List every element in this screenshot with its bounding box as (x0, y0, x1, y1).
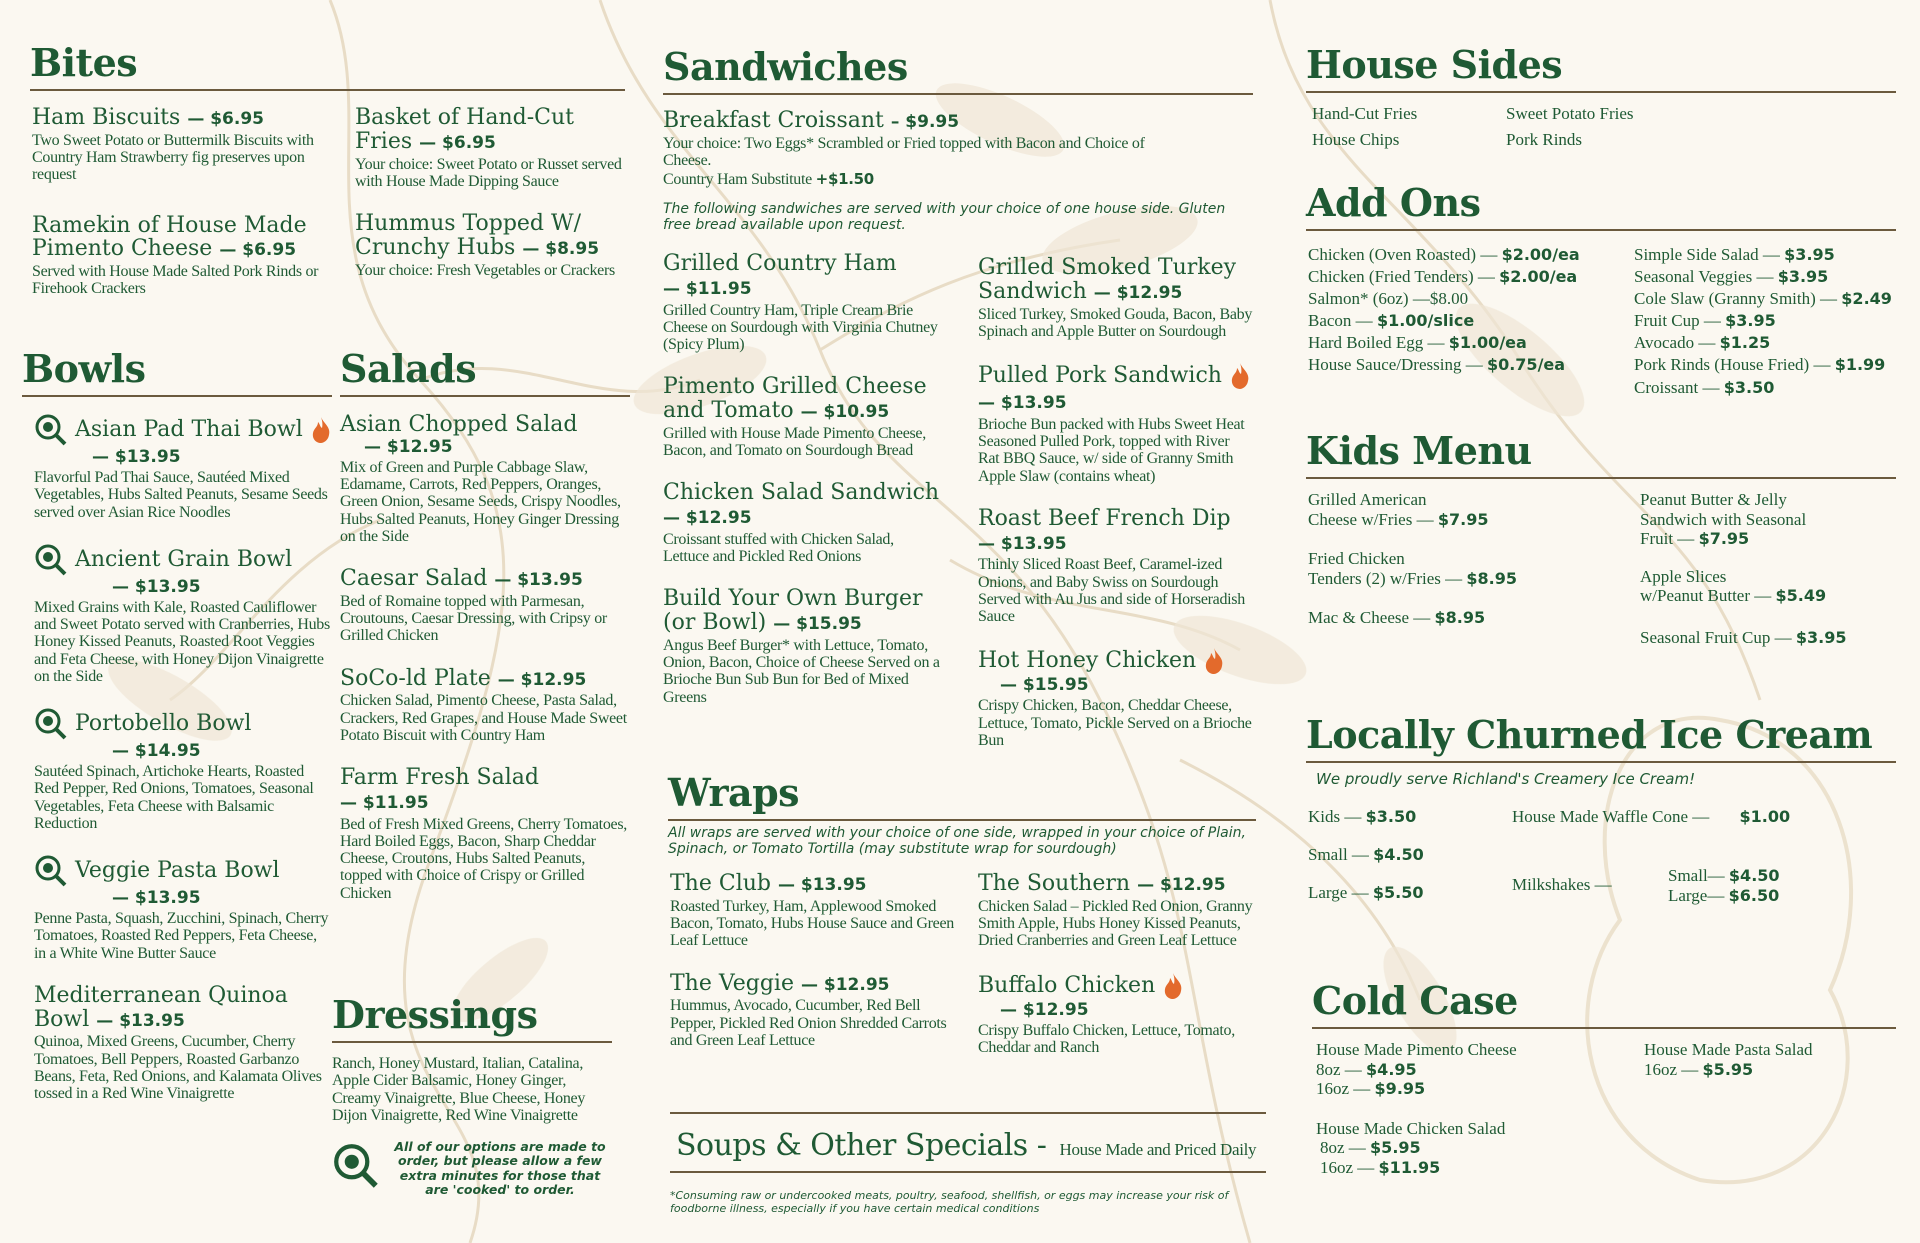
kids-menu-section (1306, 428, 1896, 479)
item-description: Flavorful Pad Thai Sauce, Sautéed Mixed Vegetables, Hubs Salted Peanuts, Sesame Seeds served over Asian Rice Noodles (34, 469, 328, 521)
menu-item-pad-thai-bowl (22, 413, 332, 521)
waffle-cone-price: $1.00 (1739, 807, 1791, 826)
cold-case-item-name: House Made Chicken Salad (1316, 1118, 1506, 1138)
menu-item-asian-chopped-salad (340, 413, 630, 545)
wraps-note: All wraps are served with your choice of one side, wrapped in your choice of Plain, Spinach, or Tomato Tortilla (may substitute wrap for sourdough) (668, 825, 1246, 858)
item-description: Your choice: Two Eggs* Scrambled or Fried topped with Bacon and Choice of Cheese. (663, 134, 1145, 170)
item-price: — $13.95 (92, 447, 181, 467)
addon-price: $1.25 (1719, 333, 1771, 353)
item-description: Mixed Grains with Kale, Roasted Cauliflower and Sweet Potato served with Cranberries, Hubs Honey Kissed Peanuts, Roasted Root Veggies and Feta Cheese, with Honey Dijon Vinaigrette on the Side (34, 598, 330, 685)
cold-case-item-name: House Made Pasta Salad (1644, 1040, 1813, 1059)
cold-case-col-right (1644, 1040, 1904, 1079)
ice-cream-section (1306, 712, 1896, 788)
dressings-list: Ranch, Honey Mustard, Italian, Catalina, Apple Cider Balsamic, Honey Ginger, Creamy Vinaigrette, Blue Cheese, Honey Dijon Vinaigrette, Red Wine Vinaigrette (332, 1055, 586, 1124)
kids-item (1308, 490, 1628, 529)
addon-price: $3.95 (1725, 311, 1776, 331)
menu-item-ancient-grain-bowl (22, 543, 332, 685)
magnifier-clover-icon (332, 1140, 380, 1192)
magnifier-clover-icon (34, 707, 68, 741)
ice-cream-size (1308, 882, 1498, 904)
cold-case-heading: Cold Case (1312, 978, 1896, 1029)
ice-cream-note: We proudly serve Richland's Creamery Ice Cream! (1316, 770, 1696, 788)
item-name: Grilled Country Ham (663, 251, 897, 276)
menu-item-grilled-smoked-turkey (978, 256, 1253, 340)
addon-line (1308, 332, 1628, 354)
milkshake-size: Large— (1668, 886, 1725, 906)
item-name: Farm Fresh Salad (340, 765, 539, 791)
addon-label: House Sauce/Dressing — (1308, 355, 1483, 375)
item-description: Served with House Made Salted Pork Rinds or Firehook Crackers (32, 263, 319, 298)
addon-line (1308, 310, 1628, 332)
item-description: Thinly Sliced Roast Beef, Caramel-ized Onions, and Baby Swiss on Sourdough Served with Au Jus and side of Horseradish Sauce (978, 556, 1245, 626)
size-price: $4.50 (1373, 845, 1424, 865)
addon-label: Cole Slaw (Granny Smith) — (1634, 289, 1838, 309)
item-name: Ramekin of House Made Pimento Cheese (32, 212, 307, 262)
wraps-heading: Wraps (668, 770, 1256, 821)
item-price: — $15.95 (1000, 675, 1089, 696)
item-price: — $13.95 (494, 570, 583, 591)
substitute-price: +$1.50 (815, 170, 874, 189)
kids-item-price: $3.95 (1795, 627, 1847, 647)
item-price: — $11.95 (340, 792, 429, 813)
item-price: — $10.95 (800, 402, 890, 423)
item-price: — $13.95 (777, 875, 867, 895)
size-price: $11.95 (1378, 1157, 1441, 1177)
size-label: 16oz — (1320, 1157, 1375, 1177)
menu-item-hummus (355, 212, 635, 279)
milkshakes-label: Milkshakes — (1512, 875, 1612, 895)
item-name: Asian Pad Thai Bowl (75, 417, 303, 442)
kids-item-name-2: w/Peanut Butter — (1640, 586, 1772, 606)
size-label: 16oz — (1644, 1059, 1699, 1079)
item-description: Grilled Country Ham, Triple Cream Brie Cheese on Sourdough with Virginia Chutney (Spicy Plum) (663, 301, 938, 354)
menu-item-soco-ld-plate (340, 667, 630, 745)
wraps-section (668, 770, 1256, 857)
item-price: — $6.95 (219, 240, 297, 261)
kids-item-name-2: Cheese w/Fries — (1308, 509, 1434, 529)
addon-line (1308, 288, 1628, 310)
item-description: Chicken Salad, Pimento Cheese, Pasta Salad, Crackers, Red Grapes, and House Made Sweet Potato Biscuit with Country Ham (340, 692, 627, 744)
item-price: — $12.95 (1000, 999, 1089, 1020)
item-price: — $8.95 (522, 238, 600, 259)
item-name: Ham Biscuits (32, 105, 181, 130)
add-ons-section (1306, 180, 1896, 231)
item-description: Sautéed Spinach, Artichoke Hearts, Roasted Red Pepper, Red Onions, Tomatoes, Seasonal Vegetables, Feta Cheese with Balsamic Reduction (34, 763, 314, 832)
bowls-section (22, 346, 332, 1125)
dressings-section (332, 992, 612, 1198)
item-price: — $12.95 (1137, 875, 1226, 895)
item-name: Buffalo Chicken (978, 972, 1156, 998)
milkshake-size: Small— (1668, 866, 1725, 886)
addon-label: Seasonal Veggies — (1634, 267, 1774, 287)
kids-item-name: Mac & Cheese — (1308, 608, 1431, 628)
addon-price: $1.00/ea (1448, 333, 1527, 353)
item-name: The Veggie (670, 970, 794, 996)
foodborne-disclaimer: *Consuming raw or undercooked meats, poultry, seafood, shellfish, or eggs may increase your risk of foodborne illness, especially if you have certain medical conditions (670, 1189, 1229, 1215)
addon-line (1308, 244, 1628, 266)
menu-item-pimento-ramekin (32, 214, 332, 298)
menu-item-portobello-bowl (22, 707, 332, 832)
kids-item (1308, 549, 1628, 588)
ice-cream-size (1308, 806, 1498, 828)
cold-case-col-left (1316, 1040, 1626, 1177)
item-name: Veggie Pasta Bowl (75, 858, 280, 884)
order-note-text: All of our options are made to order, but please allow a few extra minutes for those that are 'cooked' to order. (394, 1139, 606, 1198)
item-description: Penne Pasta, Squash, Zucchini, Spinach, Cherry Tomatoes, Roasted Red Peppers, Feta Cheese, in a White Wine Butter Sauce (34, 910, 329, 962)
item-name: Caesar Salad (340, 566, 488, 592)
kids-item-price: $5.49 (1775, 586, 1827, 606)
substitute-label: Country Ham Substitute (663, 171, 812, 189)
item-price: — $13.95 (96, 1010, 185, 1031)
addon-label: Chicken (Oven Roasted) — (1308, 245, 1498, 264)
kids-item (1640, 490, 1910, 549)
ice-cream-heading: Locally Churned Ice Cream (1306, 712, 1896, 763)
item-price: — $12.95 (497, 669, 587, 690)
addon-label: Chicken (Fried Tenders) — (1308, 267, 1495, 287)
menu-item-pulled-pork (978, 362, 1253, 485)
kids-col-right (1640, 490, 1910, 647)
list-item: House Chips (1312, 130, 1400, 150)
addon-price: $2.00/ea (1499, 267, 1578, 287)
bites-heading: Bites (30, 40, 625, 91)
item-price: — $15.95 (773, 614, 862, 635)
flame-icon (310, 416, 332, 444)
addon-label: Simple Side Salad — (1634, 245, 1780, 264)
item-description: Crispy Chicken, Bacon, Cheddar Cheese, Lettuce, Tomato, Pickle Served on a Brioche Bun (978, 697, 1252, 749)
waffle-cone-line (1512, 806, 1912, 828)
addon-line (1634, 310, 1910, 332)
item-name: Pimento Grilled Cheese and Tomato (663, 374, 927, 424)
magnifier-clover-icon (34, 543, 68, 577)
sandwiches-heading: Sandwiches (663, 44, 1253, 95)
addon-price: $3.95 (1777, 267, 1829, 287)
item-name: The Southern (978, 871, 1131, 896)
flame-icon (1229, 362, 1251, 390)
size-label: 8oz — (1320, 1138, 1366, 1158)
size-price: $5.50 (1372, 883, 1424, 903)
kids-item-price: $7.95 (1698, 529, 1750, 549)
item-description: Your choice: Sweet Potato or Russet served with House Made Dipping Sauce (355, 155, 622, 190)
addon-price: $0.75/ea (1486, 355, 1566, 375)
flame-icon (1162, 972, 1184, 1000)
kids-item (1640, 567, 1910, 606)
menu-item-build-your-own-burger (663, 587, 943, 706)
addon-line (1634, 288, 1910, 310)
item-name: The Club (670, 871, 771, 896)
item-name: Build Your Own Burger (or Bowl) (663, 586, 923, 636)
size-price: $5.95 (1370, 1138, 1421, 1158)
dressings-heading: Dressings (332, 992, 612, 1043)
milkshake-price: $6.50 (1728, 886, 1780, 906)
size-label: Kids — (1308, 807, 1362, 826)
house-sides-heading: House Sides (1306, 42, 1896, 93)
salads-section (340, 346, 630, 924)
item-description: Chicken Salad – Pickled Red Onion, Granny Smith Apple, Hubs Honey Kissed Peanuts, Dried Cranberries and Green Leaf Lettuce (978, 897, 1253, 950)
magnifier-clover-icon (34, 854, 68, 888)
bites-section (30, 40, 625, 91)
menu-item-farm-fresh-salad (340, 766, 630, 902)
size-label: 8oz — (1316, 1059, 1362, 1079)
milkshakes-line (1512, 866, 1912, 907)
addon-line (1308, 266, 1628, 288)
menu-item-hand-cut-fries (355, 106, 635, 190)
item-description: Brioche Bun packed with Hubs Sweet Heat Seasoned Pulled Pork, topped with River Rat BBQ Sauce, w/ side of Granny Smith Apple Slaw (contains wheat) (978, 415, 1245, 485)
kids-item-price: $7.95 (1437, 509, 1489, 529)
sandwiches-col-right (978, 256, 1253, 771)
kids-item (1308, 608, 1628, 628)
sandwich-side-note: The following sandwiches are served with your choice of one house side. Gluten free bread available upon request. (663, 200, 1226, 233)
addon-line (1634, 377, 1910, 399)
addon-line (1634, 244, 1910, 266)
kids-item-name-3: Fruit — (1640, 529, 1695, 549)
kids-item-name: Peanut Butter & Jelly (1640, 490, 1787, 509)
addon-label: Salmon* (6oz) —$8.00 (1308, 289, 1469, 309)
addon-label: Avocado — (1634, 333, 1716, 353)
menu-item-ham-biscuits (32, 106, 332, 184)
item-description: Grilled with House Made Pimento Cheese, Bacon, and Tomato on Sourdough Bread (663, 424, 926, 460)
addon-label: Hard Boiled Egg — (1308, 333, 1445, 353)
item-name: Breakfast Croissant (663, 108, 884, 133)
size-price: $3.50 (1365, 807, 1417, 826)
kids-item-name: Seasonal Fruit Cup — (1640, 627, 1792, 647)
milkshake-price: $4.50 (1728, 866, 1780, 886)
sandwiches-col-left (663, 252, 943, 728)
addon-label: Fruit Cup — (1634, 311, 1721, 331)
ice-cream-size (1308, 844, 1498, 866)
addon-line (1634, 266, 1910, 288)
menu-item-veggie-pasta-bowl (22, 854, 332, 962)
item-price: — $13.95 (112, 888, 201, 909)
size-price: $9.95 (1374, 1079, 1426, 1099)
item-description: Bed of Romaine topped with Parmesan, Croutouns, Caesar Dressing, with Cripsy or Grilled Chicken (340, 592, 607, 645)
cold-case-item-name: House Made Pimento Cheese (1316, 1040, 1517, 1059)
item-description: Angus Beef Burger* with Lettuce, Tomato, Onion, Bacon, Choice of Cheese Served on a Brioche Bun Sub Bun for Bed of Mixed Greens (663, 636, 940, 706)
menu-item-buffalo-chicken (978, 972, 1256, 1057)
addon-line (1634, 332, 1910, 354)
kids-item (1640, 628, 1910, 648)
waffle-cone-label: House Made Waffle Cone — (1512, 807, 1710, 826)
item-description: Mix of Green and Purple Cabbage Slaw, Edamame, Carrots, Red Peppers, Oranges, Green Onion, Sesame Seeds, Crispy Noodles, Hubs Salted Peanuts, Honey Ginger Dressing on the Side (340, 458, 621, 545)
bowls-heading: Bowls (22, 346, 332, 397)
item-name: Hot Honey Chicken (978, 648, 1197, 674)
addon-line (1308, 354, 1628, 376)
add-ons-heading: Add Ons (1306, 180, 1896, 231)
item-name: Basket of Hand-Cut Fries (355, 105, 574, 154)
size-label: Large — (1308, 883, 1369, 903)
menu-item-quinoa-bowl (22, 984, 332, 1103)
menu-item-the-club (670, 872, 955, 950)
menu-item-grilled-country-ham (663, 252, 943, 353)
item-price: — $12.95 (364, 436, 453, 457)
wraps-col-right (978, 872, 1256, 1078)
addon-price: $1.99 (1834, 355, 1886, 375)
add-ons-col-right (1634, 244, 1910, 399)
kids-item-name: Apple Slices (1640, 566, 1727, 586)
menu-item-the-southern (978, 872, 1256, 950)
salads-heading: Salads (340, 346, 630, 397)
item-name: Portobello Bowl (75, 711, 252, 737)
ice-cream-sizes (1308, 806, 1498, 904)
item-price: — $13.95 (112, 576, 201, 597)
item-price: — $13.95 (978, 393, 1067, 414)
soups-heading: Soups & Other Specials - (676, 1128, 1047, 1163)
house-sides-section (1306, 42, 1896, 151)
item-name: Grilled Smoked Turkey Sandwich (978, 255, 1237, 304)
house-sides-list (1312, 103, 1896, 151)
item-description: Bed of Fresh Mixed Greens, Cherry Tomatoes, Hard Boiled Eggs, Bacon, Sharp Cheddar Cheese, Croutons, Hubs Salted Peanuts, topped with Choice of Crispy or Grilled Chicken (340, 815, 627, 902)
item-description: Sliced Turkey, Smoked Gouda, Bacon, Baby Spinach and Apple Butter on Sourdough (978, 305, 1253, 340)
addon-line (1634, 354, 1910, 376)
addon-price: $2.49 (1841, 289, 1892, 309)
soups-subtitle: House Made and Priced Daily (1059, 1140, 1257, 1159)
sandwiches-section (663, 44, 1253, 241)
kids-col-left (1308, 490, 1628, 628)
item-description: Hummus, Avocado, Cucumber, Red Bell Pepper, Pickled Red Onion Shredded Carrots and Green Leaf Lettuce (670, 997, 947, 1049)
item-description: Quinoa, Mixed Greens, Cucumber, Cherry Tomatoes, Bell Peppers, Roasted Garbanzo Beans, Feta, Red Onions, and Kalamata Olives tossed in a Red Wine Vinaigrette (34, 1033, 322, 1103)
menu-item-hot-honey-chicken (978, 647, 1253, 749)
item-price: — $6.95 (419, 132, 496, 153)
menu-item-caesar-salad (340, 567, 630, 645)
addon-price: $3.50 (1723, 377, 1775, 397)
item-name: Asian Chopped Salad (340, 412, 578, 437)
menu-item-the-veggie (670, 972, 955, 1050)
kids-item-name: Fried Chicken (1308, 549, 1405, 569)
item-name: Hummus Topped W/ Crunchy Hubs (355, 211, 582, 260)
size-price: $5.95 (1702, 1059, 1754, 1079)
bites-col-left (32, 106, 332, 320)
item-name: Ancient Grain Bowl (75, 546, 293, 572)
menu-item-pimento-grilled-cheese (663, 375, 943, 459)
flame-icon (1203, 647, 1225, 675)
menu-item-breakfast-croissant (663, 109, 1253, 189)
item-description: Croissant stuffed with Chicken Salad, Lettuce and Pickled Red Onions (663, 530, 894, 566)
size-price: $4.95 (1366, 1059, 1417, 1079)
item-price: — $13.95 (978, 533, 1067, 554)
cold-case-section (1312, 978, 1896, 1029)
order-note (332, 1140, 612, 1198)
item-name: Roast Beef French Dip (978, 505, 1231, 531)
addon-label: Pork Rinds (House Fried) — (1634, 355, 1831, 375)
item-price: — $12.95 (663, 508, 752, 529)
list-item: Pork Rinds (1506, 130, 1583, 150)
item-price: – $9.95 (890, 112, 960, 132)
item-name: Pulled Pork Sandwich (978, 363, 1222, 389)
ice-cream-extras (1512, 806, 1912, 907)
kids-item-price: $8.95 (1466, 568, 1517, 588)
kids-item-price: $8.95 (1434, 608, 1486, 628)
item-description: Your choice: Fresh Vegetables or Crackers (355, 261, 615, 279)
item-name: SoCo-ld Plate (340, 665, 491, 691)
bites-col-right (355, 106, 635, 301)
kids-menu-heading: Kids Menu (1306, 428, 1896, 479)
item-price: — $6.95 (187, 109, 265, 129)
item-price: — $11.95 (663, 278, 752, 299)
item-description: Two Sweet Potato or Buttermilk Biscuits with Country Ham Strawberry fig preserves upon request (32, 131, 314, 184)
item-price: — $12.95 (800, 974, 890, 995)
kids-item-name: Grilled American (1308, 490, 1427, 509)
addon-price: $2.00/ea (1501, 245, 1580, 264)
item-description: Roasted Turkey, Ham, Applewood Smoked Bacon, Tomato, Hubs House Sauce and Green Leaf Lettuce (670, 897, 954, 950)
item-description: Crispy Buffalo Chicken, Lettuce, Tomato, Cheddar and Ranch (978, 1021, 1235, 1056)
item-price: — $12.95 (1093, 282, 1183, 303)
soups-section (670, 1112, 1266, 1173)
add-ons-col-left (1308, 244, 1628, 377)
wraps-col-left (670, 872, 955, 1071)
kids-item-name-2: Tenders (2) w/Fries — (1308, 568, 1463, 588)
menu-item-roast-beef-french-dip (978, 507, 1253, 626)
size-label: Small — (1308, 845, 1369, 865)
item-name: Chicken Salad Sandwich (663, 480, 940, 506)
kids-item-name-2: Sandwich with Seasonal (1640, 509, 1807, 529)
list-item: Hand-Cut Fries (1312, 104, 1418, 123)
addon-label: Bacon — (1308, 311, 1373, 331)
addon-price: $1.00/slice (1376, 311, 1475, 331)
list-item: Sweet Potato Fries (1506, 104, 1634, 123)
addon-label: Croissant — (1634, 377, 1720, 397)
menu-item-chicken-salad-sandwich (663, 481, 943, 565)
item-name: Mediterranean Quinoa Bowl (34, 982, 288, 1032)
magnifier-clover-icon (34, 413, 68, 447)
item-price: — $14.95 (112, 741, 201, 762)
addon-price: $3.95 (1784, 245, 1835, 264)
size-label: 16oz — (1316, 1079, 1371, 1099)
